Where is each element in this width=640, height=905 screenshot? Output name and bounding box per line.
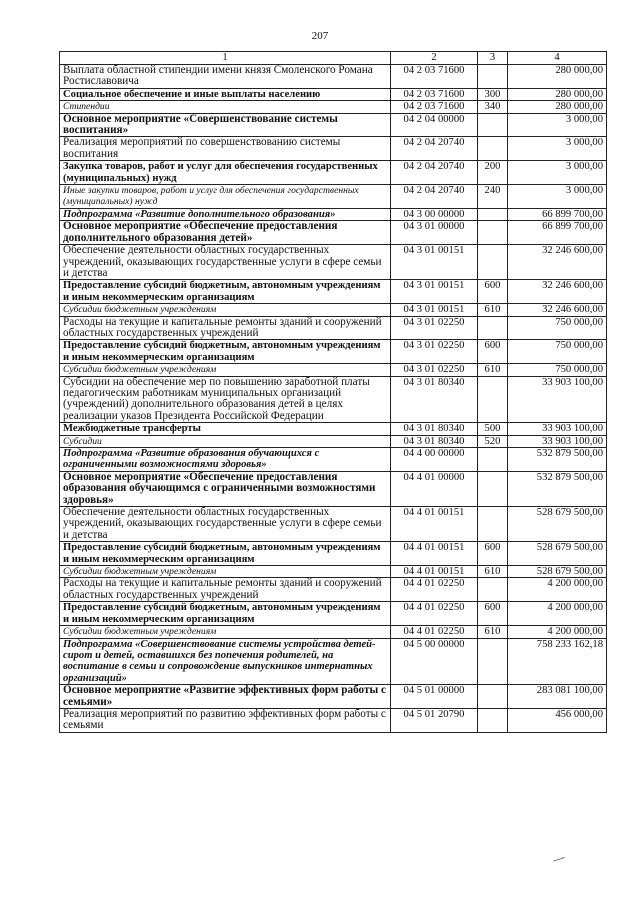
row-code-cell: 04 4 01 00151 [391,566,478,578]
row-amount-cell: 4 200 000,00 [508,602,607,626]
row-code-cell: 04 4 01 02250 [391,578,478,602]
row-code-cell: 04 2 04 00000 [391,113,478,137]
table-row [60,626,607,638]
row-expense-type-cell [478,471,508,506]
header-col-4: 4 [508,52,607,65]
row-name-cell: Выплата областной стипендии имени князя Смоленского Романа Ростиславовича [60,65,391,89]
row-name-cell: Закупка товаров, работ и услуг для обеспечения государственных (муниципальных) нужд [60,161,391,185]
table-row [60,364,607,376]
table-row [60,448,607,472]
row-expense-type-cell [478,113,508,137]
row-amount-cell: 750 000,00 [508,364,607,376]
row-amount-cell: 283 081 100,00 [508,685,607,709]
table-row [60,137,607,161]
row-name-cell: Субсидии [60,435,391,447]
row-name-cell: Подпрограмма «Совершенствование системы устройства детей-сирот и детей, оставшихся без попечения родителей, на воспитание в семьи и сопровождение выпускников интернатных организаций» [60,638,391,685]
table-row [60,708,607,732]
row-expense-type-cell [478,221,508,245]
row-amount-cell: 532 879 500,00 [508,448,607,472]
table-row [60,376,607,423]
table-row [60,340,607,364]
row-code-cell: 04 3 01 00151 [391,280,478,304]
row-amount-cell: 750 000,00 [508,316,607,340]
table-row [60,245,607,280]
row-amount-cell: 532 879 500,00 [508,471,607,506]
row-name-cell: Субсидии бюджетным учреждениям [60,566,391,578]
row-code-cell: 04 2 03 71600 [391,101,478,113]
table-row [60,304,607,316]
row-name-cell: Субсидии бюджетным учреждениям [60,304,391,316]
row-amount-cell: 3 000,00 [508,161,607,185]
row-expense-type-cell: 200 [478,161,508,185]
row-expense-type-cell: 610 [478,364,508,376]
header-col-2: 2 [391,52,478,65]
row-code-cell: 04 2 03 71600 [391,65,478,89]
row-expense-type-cell [478,245,508,280]
table-row [60,185,607,209]
row-name-cell: Подпрограмма «Развитие дополнительного образования» [60,208,391,220]
row-name-cell: Обеспечение деятельности областных государственных учреждений, оказывающих государственные услуги в сфере семьи и детства [60,507,391,542]
table-row [60,221,607,245]
table-row [60,208,607,220]
row-code-cell: 04 3 01 02250 [391,316,478,340]
row-expense-type-cell [478,638,508,685]
row-amount-cell: 32 246 600,00 [508,245,607,280]
row-name-cell: Межбюджетные трансферты [60,423,391,435]
table-body [60,65,607,733]
table-row [60,101,607,113]
row-expense-type-cell [478,708,508,732]
row-code-cell: 04 2 04 20740 [391,161,478,185]
header-col-3: 3 [478,52,508,65]
table-row [60,507,607,542]
row-code-cell: 04 5 00 00000 [391,638,478,685]
row-code-cell: 04 3 01 80340 [391,376,478,423]
row-name-cell: Основное мероприятие «Совершенствование системы воспитания» [60,113,391,137]
row-name-cell: Предоставление субсидий бюджетным, автономным учреждениям и иным некоммерческим организациям [60,280,391,304]
table-row [60,280,607,304]
row-name-cell: Основное мероприятие «Обеспечение предоставления образования обучающимся с ограниченными возможностями здоровья» [60,471,391,506]
row-amount-cell: 528 679 500,00 [508,507,607,542]
row-name-cell: Предоставление субсидий бюджетным, автономным учреждениям и иным некоммерческим организациям [60,602,391,626]
row-code-cell: 04 3 01 80340 [391,435,478,447]
row-expense-type-cell: 240 [478,185,508,209]
row-name-cell: Субсидии на обеспечение мер по повышению заработной платы педагогическим работникам муниципальных организаций (учреждений) дополнительного образования детей в целях реализации указов Президента Российской Федерации [60,376,391,423]
row-name-cell: Расходы на текущие и капитальные ремонты зданий и сооружений областных государственных учреждений [60,578,391,602]
table-row [60,423,607,435]
row-name-cell: Основное мероприятие «Обеспечение предоставления дополнительного образования детей» [60,221,391,245]
row-expense-type-cell [478,376,508,423]
table-row [60,113,607,137]
row-expense-type-cell [478,208,508,220]
row-name-cell: Обеспечение деятельности областных государственных учреждений, оказывающих государственные услуги в сфере семьи и детства [60,245,391,280]
row-expense-type-cell [478,448,508,472]
row-amount-cell: 280 000,00 [508,65,607,89]
table-header-row [60,52,607,65]
row-code-cell: 04 4 01 02250 [391,602,478,626]
row-code-cell: 04 4 01 00151 [391,542,478,566]
row-name-cell: Подпрограмма «Развитие образования обучающихся с ограниченными возможностями здоровья» [60,448,391,472]
row-amount-cell: 66 899 700,00 [508,221,607,245]
row-code-cell: 04 4 01 00151 [391,507,478,542]
table-row [60,602,607,626]
row-code-cell: 04 4 01 02250 [391,626,478,638]
row-amount-cell: 4 200 000,00 [508,626,607,638]
row-code-cell: 04 2 04 20740 [391,185,478,209]
row-expense-type-cell: 610 [478,626,508,638]
row-expense-type-cell: 610 [478,304,508,316]
row-name-cell: Предоставление субсидий бюджетным, автономным учреждениям и иным некоммерческим организациям [60,542,391,566]
row-name-cell: Предоставление субсидий бюджетным, автономным учреждениям и иным некоммерческим организациям [60,340,391,364]
row-code-cell: 04 5 01 00000 [391,685,478,709]
row-amount-cell: 3 000,00 [508,137,607,161]
row-code-cell: 04 3 01 80340 [391,423,478,435]
row-name-cell: Расходы на текущие и капитальные ремонты зданий и сооружений областных государственных учреждений [60,316,391,340]
row-amount-cell: 33 903 100,00 [508,435,607,447]
row-name-cell: Социальное обеспечение и иные выплаты населению [60,88,391,100]
row-amount-cell: 4 200 000,00 [508,578,607,602]
table-row [60,316,607,340]
row-name-cell: Реализация мероприятий по совершенствованию системы воспитания [60,137,391,161]
row-code-cell: 04 3 01 00151 [391,245,478,280]
row-expense-type-cell: 340 [478,101,508,113]
table-row [60,88,607,100]
row-amount-cell: 528 679 500,00 [508,566,607,578]
row-amount-cell: 32 246 600,00 [508,304,607,316]
row-expense-type-cell [478,507,508,542]
row-expense-type-cell [478,65,508,89]
row-expense-type-cell [478,578,508,602]
table-row [60,685,607,709]
row-expense-type-cell: 600 [478,602,508,626]
row-code-cell: 04 3 01 00151 [391,304,478,316]
row-expense-type-cell: 600 [478,542,508,566]
budget-table [59,51,607,733]
row-amount-cell: 456 000,00 [508,708,607,732]
row-code-cell: 04 2 03 71600 [391,88,478,100]
row-amount-cell: 66 899 700,00 [508,208,607,220]
pen-mark [551,851,565,861]
row-code-cell: 04 5 01 20790 [391,708,478,732]
row-code-cell: 04 2 04 20740 [391,137,478,161]
row-expense-type-cell: 500 [478,423,508,435]
table-row [60,578,607,602]
row-expense-type-cell [478,685,508,709]
row-expense-type-cell: 600 [478,340,508,364]
row-code-cell: 04 3 00 00000 [391,208,478,220]
row-amount-cell: 3 000,00 [508,113,607,137]
table-row [60,471,607,506]
row-code-cell: 04 3 01 02250 [391,340,478,364]
row-name-cell: Субсидии бюджетным учреждениям [60,364,391,376]
row-amount-cell: 32 246 600,00 [508,280,607,304]
row-code-cell: 04 3 01 00000 [391,221,478,245]
table-row [60,65,607,89]
row-name-cell: Субсидии бюджетным учреждениям [60,626,391,638]
row-amount-cell: 280 000,00 [508,101,607,113]
row-name-cell: Реализация мероприятий по развитию эффективных форм работы с семьями [60,708,391,732]
row-amount-cell: 758 233 162,18 [508,638,607,685]
row-expense-type-cell: 520 [478,435,508,447]
row-expense-type-cell [478,316,508,340]
row-amount-cell: 33 903 100,00 [508,423,607,435]
row-code-cell: 04 4 01 00000 [391,471,478,506]
row-amount-cell: 33 903 100,00 [508,376,607,423]
row-amount-cell: 528 679 500,00 [508,542,607,566]
row-expense-type-cell: 300 [478,88,508,100]
row-amount-cell: 280 000,00 [508,88,607,100]
row-expense-type-cell: 610 [478,566,508,578]
table-row [60,542,607,566]
page-number: 207 [311,30,329,42]
table-row [60,161,607,185]
table-row [60,435,607,447]
table-row [60,638,607,685]
row-expense-type-cell [478,137,508,161]
row-amount-cell: 3 000,00 [508,185,607,209]
row-name-cell: Стипендии [60,101,391,113]
row-code-cell: 04 3 01 02250 [391,364,478,376]
row-code-cell: 04 4 00 00000 [391,448,478,472]
table-row [60,566,607,578]
header-col-1: 1 [60,52,391,65]
row-name-cell: Основное мероприятие «Развитие эффективных форм работы с семьями» [60,685,391,709]
row-name-cell: Иные закупки товаров, работ и услуг для обеспечения государственных (муниципальных) нужд [60,185,391,209]
row-amount-cell: 750 000,00 [508,340,607,364]
row-expense-type-cell: 600 [478,280,508,304]
